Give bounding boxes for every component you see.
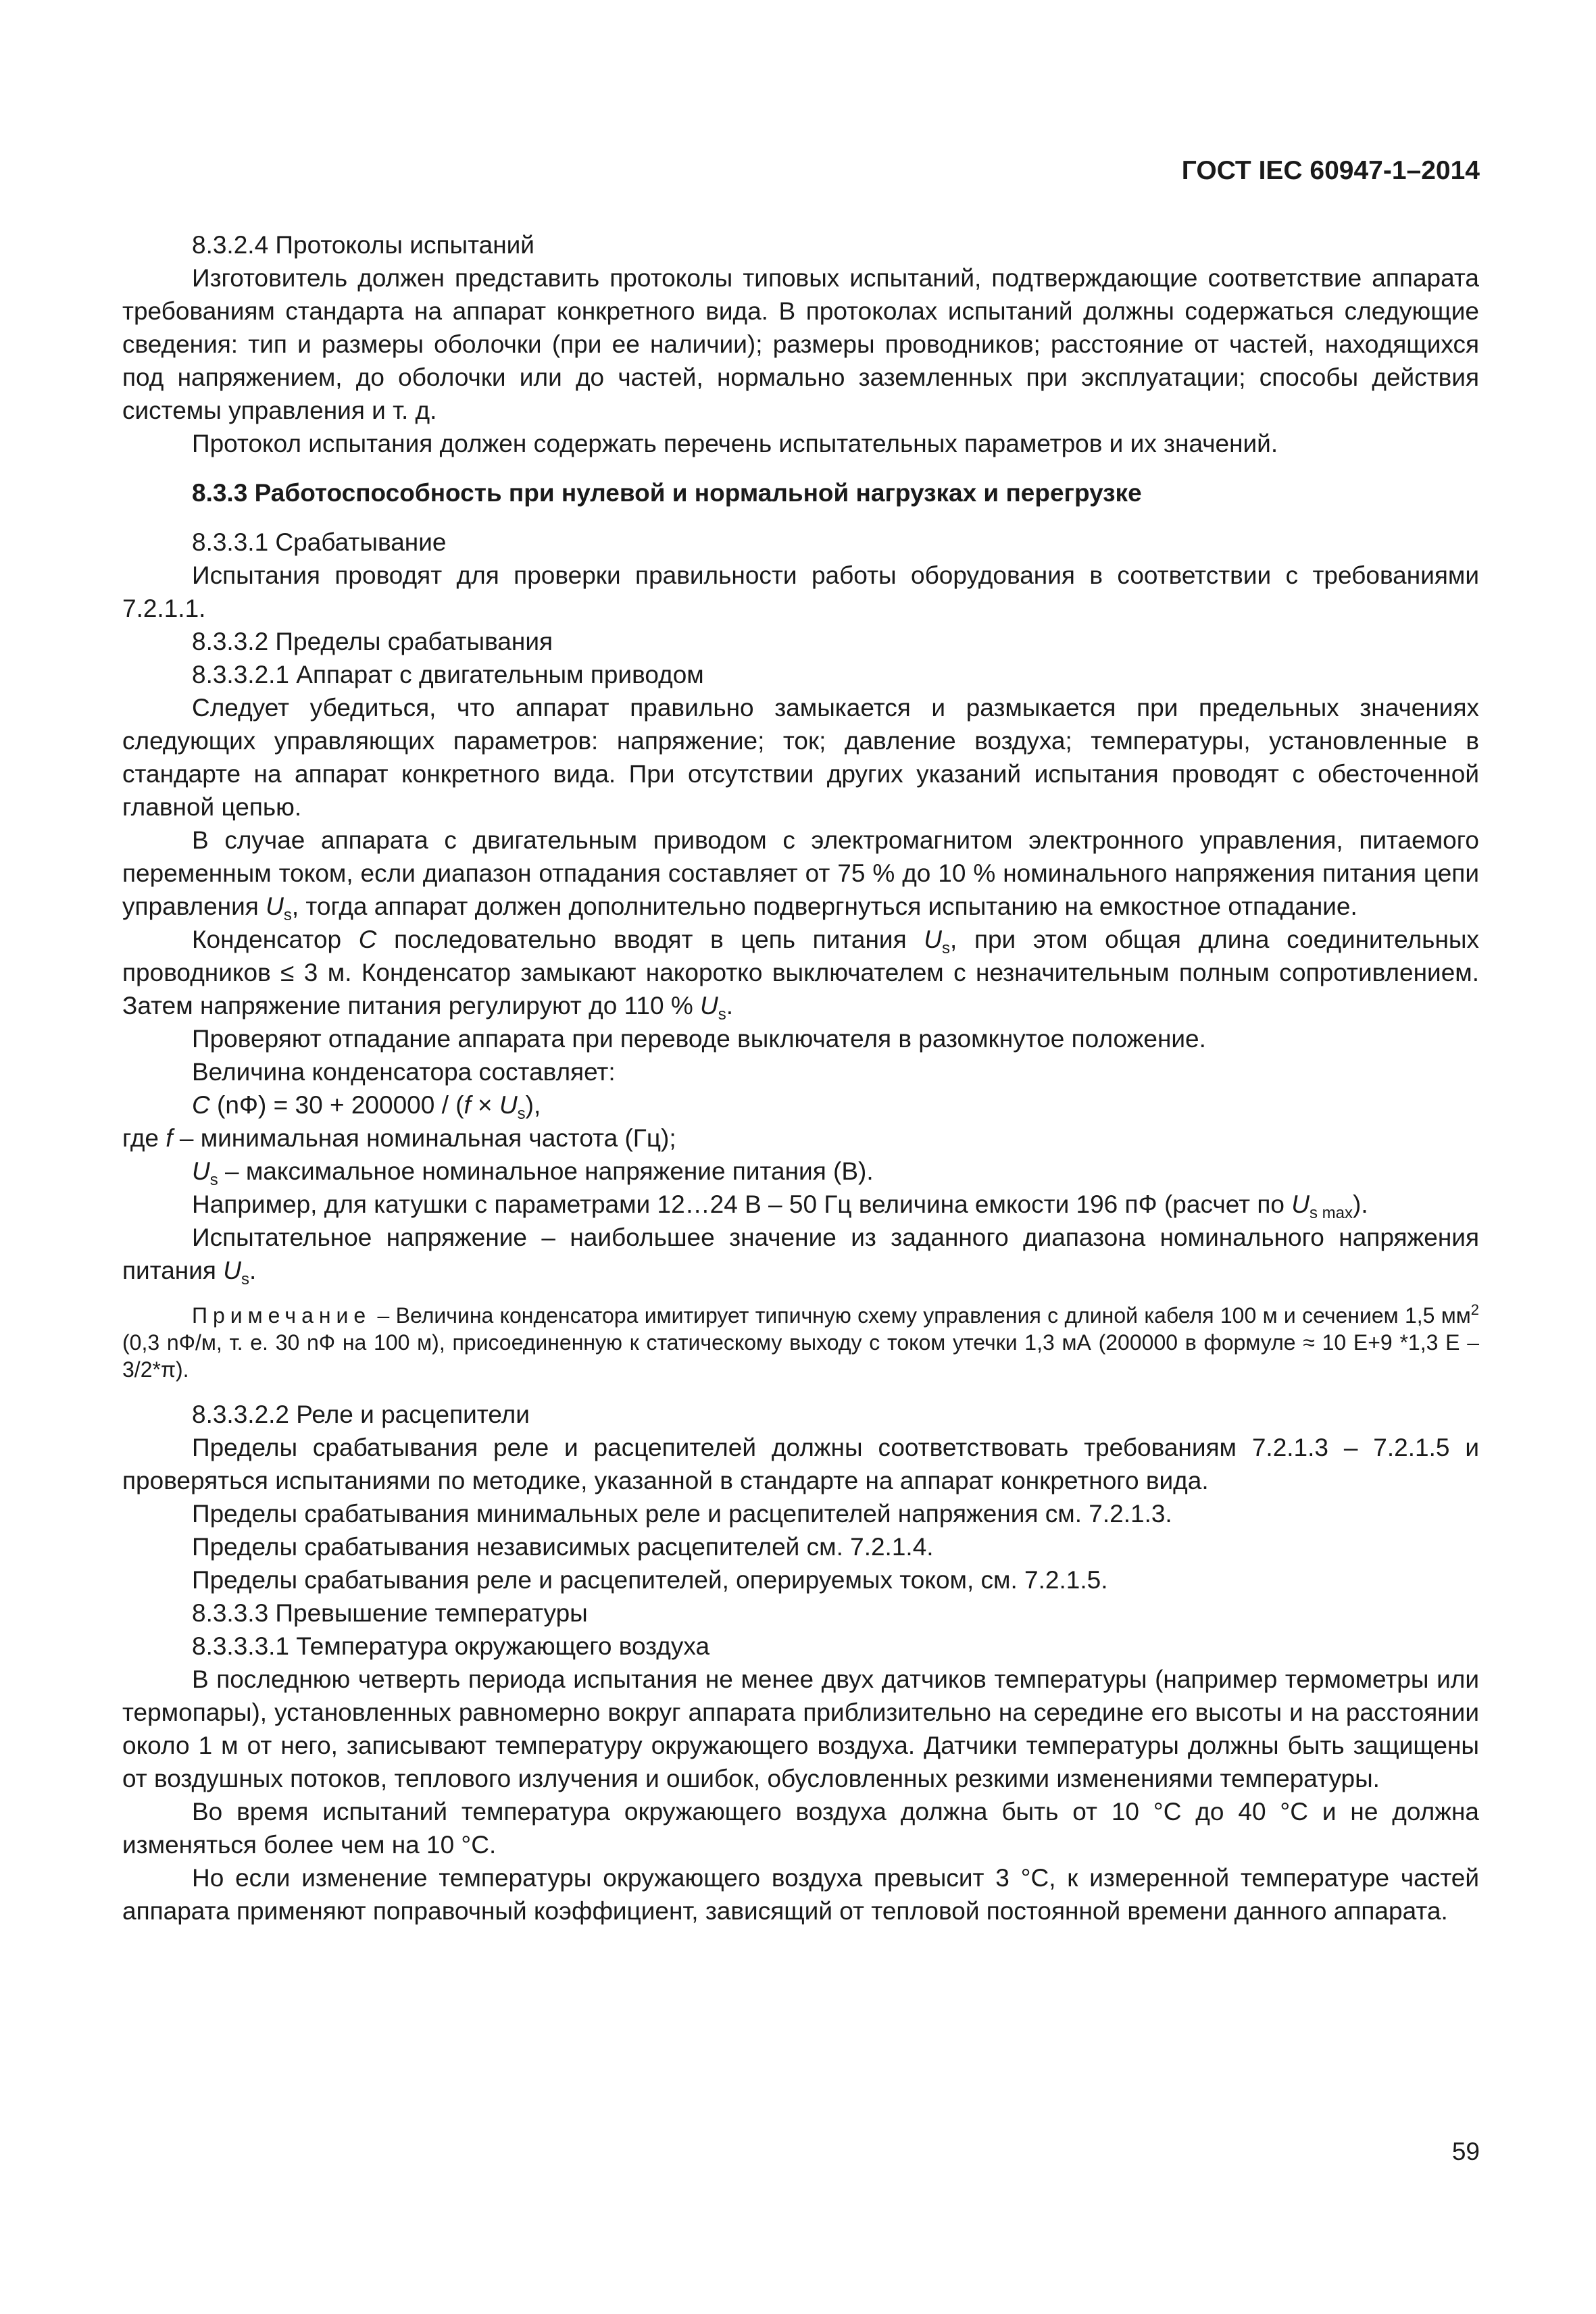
paragraph: Следует убедиться, что аппарат правильно замыкается и размыкается при предельных значениях следующих управляющих параметров: напряжение; ток; давление воздуха; температуры, установленные в стандарте на аппарат конкретного вида. При отсутствии других указаний испытания проводят с обесточенной главной цепью. bbox=[122, 694, 1479, 821]
formula-definition: $U_s$ – максимальное номинальное напряжение питания (В). bbox=[192, 1157, 874, 1189]
paragraph: Во время испытаний температура окружающего воздуха должна быть от 10 °С до 40 °С и не должна изменяться более чем на 10 °С. bbox=[122, 1798, 1479, 1859]
paragraph: Протокол испытания должен содержать перечень испытательных параметров и их значений. bbox=[192, 430, 1278, 457]
paragraph: В случае аппарата с двигательным приводом с электромагнитом электронного управления, питаемого переменным током, если диапазон отпадания составляет от 75 % до 10 % номинального напряжения питания цепи управления $U_s$, тогда аппарат должен дополнительно подвергнуться испытанию на емкостное отпадание. bbox=[122, 826, 1479, 924]
formula: C $(nФ) = 30 + 200000 / (f \times U_s)$, bbox=[192, 1091, 541, 1123]
section-title-83322: 8.3.3.2.2 Реле и расцепители bbox=[192, 1401, 530, 1428]
paragraph: Например, для катушки с параметрами 12…24 В – 50 Гц величина емкости 196 пФ (расчет по $U_{s max}$). bbox=[192, 1190, 1368, 1222]
paragraph: Пределы срабатывания независимых расцепителей см. 7.2.1.4. bbox=[192, 1533, 934, 1561]
paragraph: В последнюю четверть периода испытания не менее двух датчиков температуры (например термометры или термопары), установленных равномерно вокруг аппарата приблизительно на середине его высоты и на расстоянии около 1 м от него, записывают температуру окружающего воздуха. Датчики температуры должны быть защищены от воздушных потоков, теплового излучения и ошибок, обусловленных резкими изменениями температуры. bbox=[122, 1665, 1479, 1792]
section-title-83321: 8.3.3.2.1 Аппарат с двигательным приводом bbox=[192, 661, 704, 688]
paragraph: Изготовитель должен представить протоколы типовых испытаний, подтверждающие соответствие аппарата требованиям стандарта на аппарат конкретного вида. В протоколах испытаний должны содержаться следующие сведения: тип и размеры оболочки (при ее наличии); размеры проводников; расстояние от частей, находящихся под напряжением, до оболочки или до частей, нормально заземленных при эксплуатации; способы действия системы управления и т. д. bbox=[122, 264, 1479, 424]
paragraph: Но если изменение температуры окружающего воздуха превысит 3 °С, к измеренной температуре частей аппарата применяют поправочный коэффициент, зависящий от тепловой постоянной времени данного аппарата. bbox=[122, 1864, 1479, 1925]
section-title-83331: 8.3.3.3.1 Температура окружающего воздуха bbox=[192, 1632, 710, 1660]
paragraph: Величина конденсатора составляет: bbox=[192, 1058, 616, 1086]
paragraph: Испытательное напряжение – наибольшее значение из заданного диапазона номинального напряжения питания $U_s$. bbox=[122, 1224, 1479, 1288]
section-title-8331: 8.3.3.1 Срабатывание bbox=[192, 528, 447, 556]
paragraph: Пределы срабатывания минимальных реле и расцепителей напряжения см. 7.2.1.3. bbox=[192, 1500, 1172, 1528]
note: Примечание – Величина конденсатора имитирует типичную схему управления с длиной кабеля 100 м и сечением 1,5 $мм^2$ (0,3 nФ/м, т. е. 30 nФ на 100 м), присоединенную к статическому выходу с током утечки 1,3 мА (200000 в формуле ≈ 10 E+9 *1,3 E – 3/2*π). bbox=[122, 1301, 1479, 1382]
paragraph: Пределы срабатывания реле и расцепителей, оперируемых током, см. 7.2.1.5. bbox=[192, 1566, 1108, 1594]
paragraph: Испытания проводят для проверки правильности работы оборудования в соответствии с требованиями 7.2.1.1. bbox=[122, 561, 1479, 622]
document-header: ГОСТ IEC 60947-1–2014 bbox=[1181, 156, 1480, 185]
paragraph: Проверяют отпадание аппарата при переводе выключателя в разомкнутое положение. bbox=[192, 1025, 1206, 1053]
section-heading-833: 8.3.3 Работоспособность при нулевой и нормальной нагрузках и перегрузке bbox=[192, 479, 1142, 507]
document-body bbox=[122, 228, 1479, 1928]
section-title-8333: 8.3.3.3 Превышение температуры bbox=[192, 1599, 588, 1627]
page-number: 59 bbox=[1451, 2138, 1480, 2165]
section-title-8332: 8.3.3.2 Пределы срабатывания bbox=[192, 628, 553, 655]
formula-where: где f – минимальная номинальная частота (Гц); bbox=[122, 1124, 676, 1152]
note-label: Примечание bbox=[192, 1303, 372, 1328]
paragraph: Конденсатор C последовательно вводят в цепь питания $U_s$, при этом общая длина соединительных проводников ≤ 3 м. Конденсатор замыкают накоротко выключателем с незначительным полным сопротивлением. Затем напряжение питания регулируют до 110 % $U_s$. bbox=[122, 926, 1479, 1024]
section-title-8324: 8.3.2.4 Протоколы испытаний bbox=[192, 231, 534, 259]
paragraph: Пределы срабатывания реле и расцепителей должны соответствовать требованиям 7.2.1.3 – 7.2.1.5 и проверяться испытаниями по методике, указанной в стандарте на аппарат конкретного вида. bbox=[122, 1434, 1479, 1494]
